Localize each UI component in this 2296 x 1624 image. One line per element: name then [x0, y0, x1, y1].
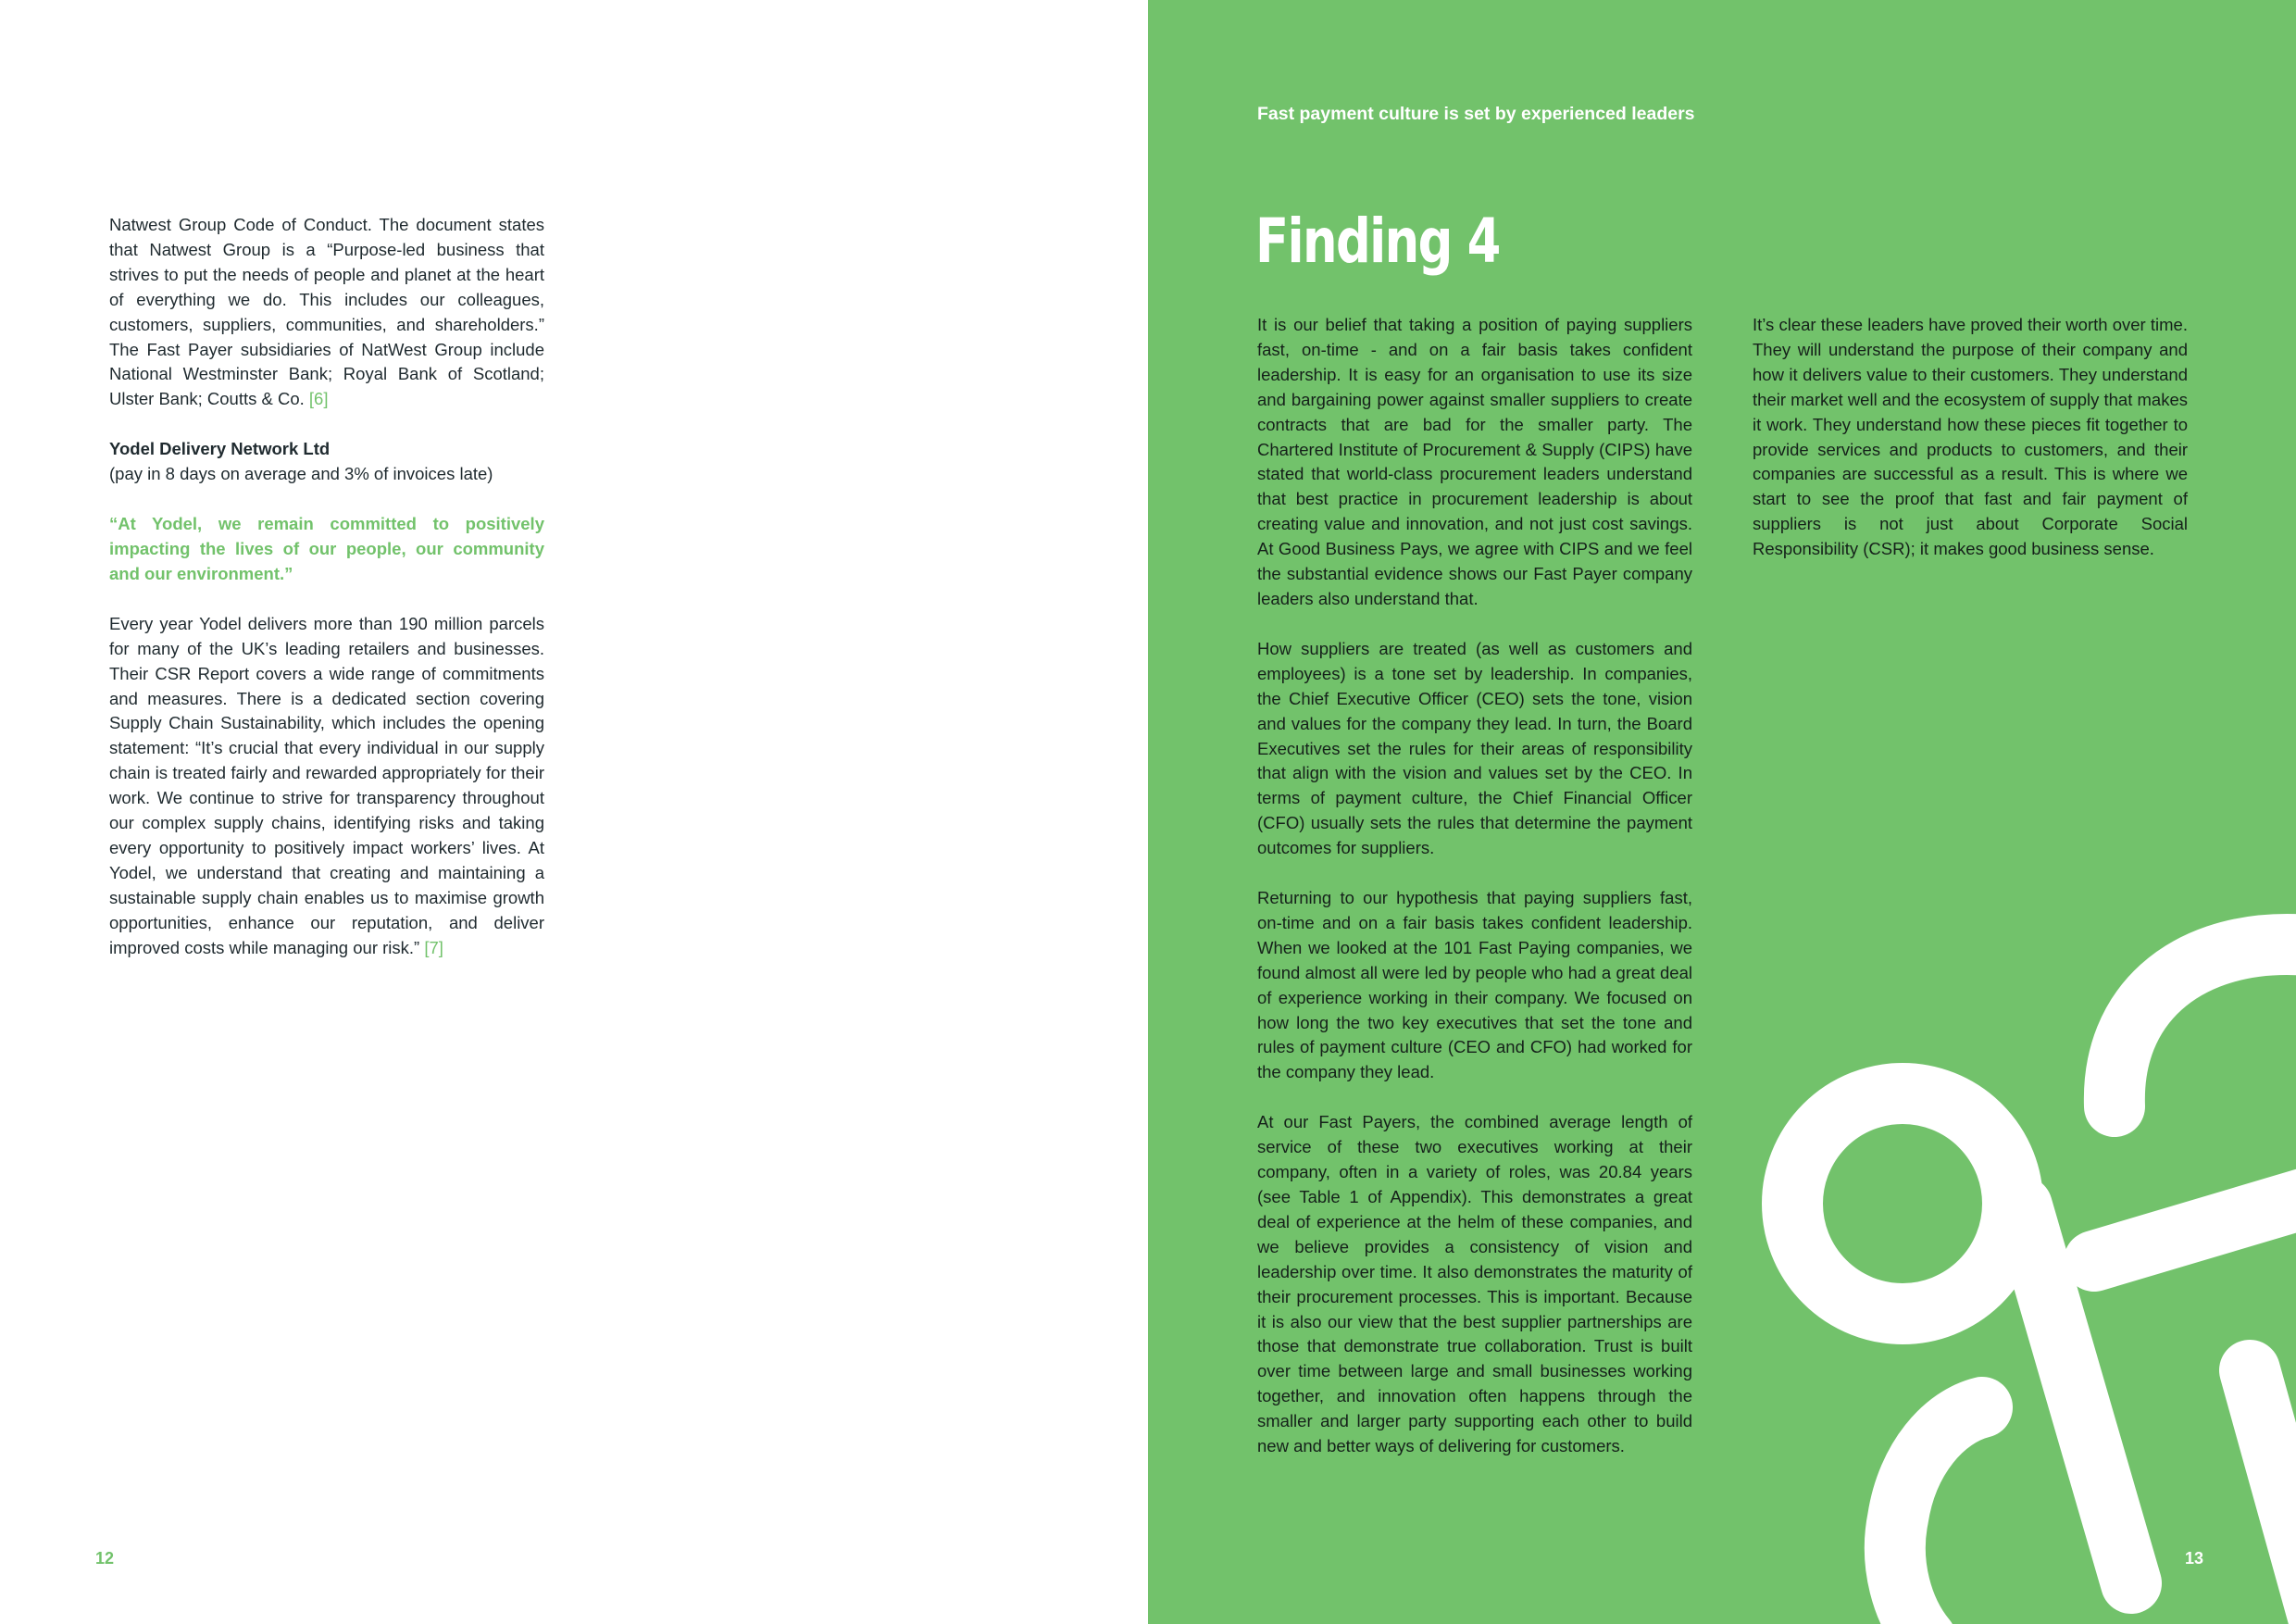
reference-6[interactable]: [6] — [308, 389, 329, 409]
body-paragraph: It’s clear these leaders have proved their worth over time. They will understand the purpose of their company and how it delivers value to their customers. They understand their market well and the ecosystem of supply that makes it work. They understand how these pieces fit together to provide services and products to customers, and their companies are successful as a result. This is where we start to see the proof that fast and fair payment of suppliers is not just about Corporate Social Responsibility (CSR); it makes good business sense. — [1753, 315, 2188, 559]
yodel-company-name: Yodel Delivery Network Ltd — [109, 439, 331, 459]
yodel-pull-quote: “At Yodel, we remain committed to positively impacting the lives of our people, our community and our environment.” — [109, 514, 544, 583]
left-text-column — [109, 213, 544, 960]
page-number-left: 12 — [95, 1549, 115, 1568]
natwest-paragraph — [109, 213, 544, 412]
right-text-column-2 — [1753, 313, 2188, 562]
yodel-payment-stats: (pay in 8 days on average and 3% of invoices late) — [109, 464, 493, 484]
yodel-heading-block — [109, 437, 544, 487]
page-number-right: 13 — [2185, 1549, 2204, 1568]
page-title: Finding 4 — [1255, 206, 1500, 277]
reference-7[interactable]: [7] — [424, 937, 443, 957]
yodel-body-text: Every year Yodel delivers more than 190 million parcels for many of the UK’s leading retailers and businesses. Their CSR Report covers a wide range of commitments and measures. There is a dedicated section covering Supply Chain Sustainability, which includes the opening statement: “It’s crucial that every individual in our supply chain is treated fairly and rewarded appropriately for their work. We continue to strive for transparency throughout our complex supply chains, identifying risks and taking every opportunity to positively impact workers’ lives. At Yodel, we understand that creating and maintaining a sustainable supply chain enables us to maximise growth opportunities, enhance our reputation, and deliver improved costs while managing our risk.” — [109, 613, 544, 957]
body-paragraph: Returning to our hypothesis that paying suppliers fast, on-time and on a fair basis takes confident leadership. When we looked at the 101 Fast Paying companies, we found almost all were led by people who had a great deal of experience working in their company. We focused on how long the two key executives that set the tone and rules of payment culture (CEO and CFO) had worked for the company they lead. — [1257, 888, 1692, 1082]
right-page — [1148, 0, 2296, 1624]
running-header: Fast payment culture is set by experienced leaders — [1257, 104, 1695, 124]
body-paragraph: How suppliers are treated (as well as customers and employees) is a tone set by leadership. In companies, the Chief Executive Officer (CEO) sets the tone, vision and values for the company they lead. In turn, the Board Executives set the rules for their areas of responsibility that align with the vision and values set by the CEO. In terms of payment culture, the Chief Financial Officer (CFO) usually sets the rules that determine the payment outcomes for suppliers. — [1257, 638, 1692, 858]
natwest-text: Natwest Group Code of Conduct. The document states that Natwest Group is a “Purpose-led business that strives to put the needs of people and planet at the heart of everything we do. This includes our colleagues, customers, suppliers, communities, and shareholders.” The Fast Payer subsidiaries of NatWest Group include National Westminster Bank; Royal Bank of Scotland; Ulster Bank; Coutts & Co. — [109, 215, 544, 409]
right-text-column-1 — [1257, 313, 1692, 1459]
body-paragraph: At our Fast Payers, the combined average length of service of these two executives working at their company, often in a variety of roles, was 20.84 years (see Table 1 of Appendix). This demonstrates a great deal of experience at the helm of these companies, and we believe provides a consistency of vision and leadership over time. It also demonstrates the maturity of their procurement processes. This is important. Because it is also our view that the best supplier partnerships are those that demonstrate true collaboration. Trust is built over time between large and small businesses working together, and innovation often happens through the smaller and larger party supporting each other to build new and better ways of delivering for customers. — [1257, 1112, 1692, 1456]
body-paragraph: It is our belief that taking a position of paying suppliers fast, on-time - and on a fair basis takes confident leadership. It is easy for an organisation to use its size and bargaining power against smaller suppliers to create contracts that are bad for the smaller party. The Chartered Institute of Procurement & Supply (CIPS) have stated that world-class procurement leaders understand that best practice in procurement leadership is about creating value and innovation, and not just cost savings. At Good Business Pays, we agree with CIPS and we feel the substantial evidence shows our Fast Payer company leaders also understand that. — [1257, 315, 1692, 608]
yodel-body-paragraph — [109, 612, 544, 961]
